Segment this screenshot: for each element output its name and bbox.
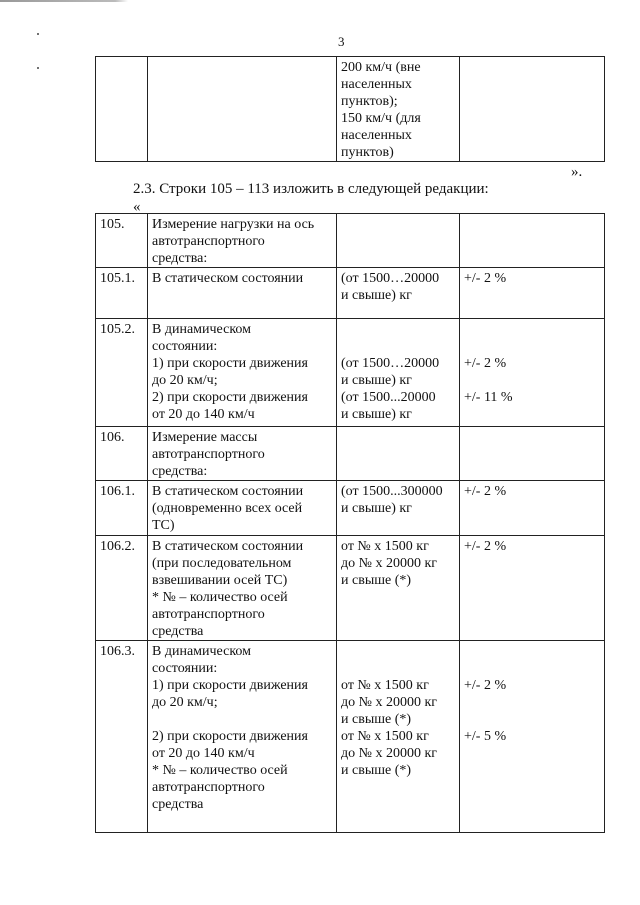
cell-number: 105.2. — [96, 319, 148, 427]
cell-number: 106.3. — [96, 641, 148, 833]
scan-speck — [37, 33, 39, 35]
table-continuation — [95, 56, 605, 162]
cell-number: 105.1. — [96, 268, 148, 319]
table-row — [96, 319, 605, 427]
cell-range: 200 км/ч (вне населенных пунктов); 150 км/ч (для населенных пунктов) — [337, 57, 460, 162]
cell-name: В статическом состоянии (одновременно всех осей ТС) — [148, 481, 337, 536]
cell-number: 106. — [96, 427, 148, 481]
table-row — [96, 536, 605, 641]
cell-accuracy — [460, 641, 605, 833]
cell-name: В статическом состоянии (при последовательном взвешивании осей ТС) * № – количество осей автотранспортного средства — [148, 536, 337, 641]
scan-speck — [37, 67, 39, 69]
cell-name: В статическом состоянии — [148, 268, 337, 319]
cell-range — [337, 427, 460, 481]
cell-range — [337, 641, 460, 833]
name-low-speed: В динамическом состоянии: 1) при скорости движения до 20 км/ч; — [152, 644, 308, 710]
cell-accuracy — [460, 214, 605, 268]
page-number: 3 — [338, 34, 345, 49]
cell-range: (от 1500...300000 и свыше) кг — [337, 481, 460, 536]
cell-number: 105. — [96, 214, 148, 268]
cell-number — [96, 57, 148, 162]
cell-range — [337, 214, 460, 268]
amendment-instruction: 2.3. Строки 105 – 113 изложить в следующей редакции: — [133, 181, 489, 197]
table-row — [96, 481, 605, 536]
cell-range — [337, 319, 460, 427]
cell-number: 106.1. — [96, 481, 148, 536]
cell-range: (от 1500…20000 и свыше) кг — [337, 268, 460, 319]
cell-name: В динамическом состоянии: 1) при скорости движения до 20 км/ч; 2) при скорости движения от 20 до 140 км/ч — [148, 319, 337, 427]
table-measurements — [95, 213, 605, 833]
table-row — [96, 214, 605, 268]
table-row — [96, 427, 605, 481]
cell-accuracy: +/- 2 % — [460, 268, 605, 319]
cell-accuracy: +/- 2 % — [460, 481, 605, 536]
cell-accuracy — [460, 427, 605, 481]
table-row — [96, 268, 605, 319]
name-high-speed: 2) при скорости движения от 20 до 140 км/ч * № – количество осей автотранспортного средства — [152, 729, 308, 812]
scan-top-edge — [0, 0, 640, 2]
accuracy-low-speed: +/- 2 % — [464, 356, 507, 371]
cell-range: от № х 1500 кг до № х 20000 кг и свыше (*) — [337, 536, 460, 641]
cell-accuracy: +/- 2 % — [460, 536, 605, 641]
range-high-speed: от № х 1500 кг до № х 20000 кг и свыше (*) — [341, 729, 438, 778]
cell-accuracy — [460, 319, 605, 427]
cell-number: 106.2. — [96, 536, 148, 641]
cell-name: Измерение массы автотранспортного средства: — [148, 427, 337, 481]
range-low-speed: (от 1500…20000 и свыше) кг — [341, 356, 440, 388]
accuracy-high-speed: +/- 5 % — [464, 729, 507, 744]
cell-name — [148, 57, 337, 162]
cell-name: Измерение нагрузки на ось автотранспортного средства: — [148, 214, 337, 268]
table-row — [96, 641, 605, 833]
cell-accuracy — [460, 57, 605, 162]
accuracy-high-speed: +/- 11 % — [464, 390, 513, 405]
range-low-speed: от № х 1500 кг до № х 20000 кг и свыше (*) — [341, 678, 438, 727]
accuracy-low-speed: +/- 2 % — [464, 678, 507, 693]
closing-quote: ». — [571, 164, 583, 180]
opening-quote: « — [133, 199, 141, 215]
cell-name — [148, 641, 337, 833]
range-high-speed: (от 1500...20000 и свыше) кг — [341, 390, 436, 422]
table-row — [96, 57, 605, 162]
